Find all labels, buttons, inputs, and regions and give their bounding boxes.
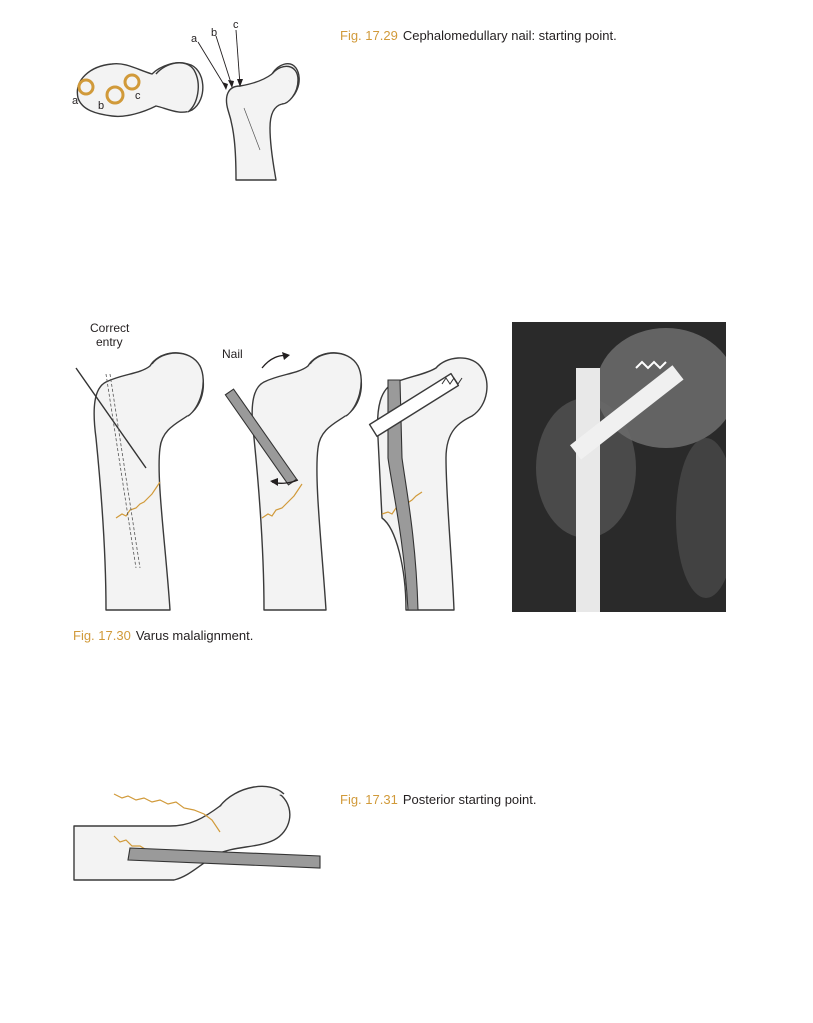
figure-number: Fig. 17.30 [73, 628, 131, 643]
label-a-left: a [72, 95, 79, 107]
label-c-left: c [135, 90, 141, 102]
label-b-left: b [98, 100, 105, 112]
xray-panel [512, 322, 726, 612]
caption-text: Cephalomedullary nail: starting point. [402, 28, 617, 43]
figure-number: Fig. 17.29 [340, 28, 398, 43]
panel-nail [222, 347, 361, 610]
caption-text: Posterior starting point. [402, 792, 537, 807]
femur-top-view [72, 63, 203, 117]
label-entry: entry [96, 335, 123, 349]
caption-fig-17-31 [340, 792, 537, 807]
panel-nail-in-place [370, 358, 487, 610]
caption-fig-17-30 [73, 628, 253, 643]
label-correct: Correct [90, 321, 130, 335]
caption-text: Varus malalignment. [135, 628, 254, 643]
figure-17-30-illustration [66, 318, 726, 614]
label-c-right: c [233, 19, 239, 31]
figure-number: Fig. 17.31 [340, 792, 398, 807]
label-nail: Nail [222, 347, 243, 361]
femur-ap-view [191, 19, 299, 180]
panel-correct-entry [76, 321, 203, 610]
label-a-right: a [191, 33, 198, 45]
figure-17-31-illustration [70, 776, 330, 888]
caption-fig-17-29 [340, 28, 617, 43]
figure-17-29-illustration [60, 18, 300, 188]
label-b-right: b [211, 27, 218, 39]
